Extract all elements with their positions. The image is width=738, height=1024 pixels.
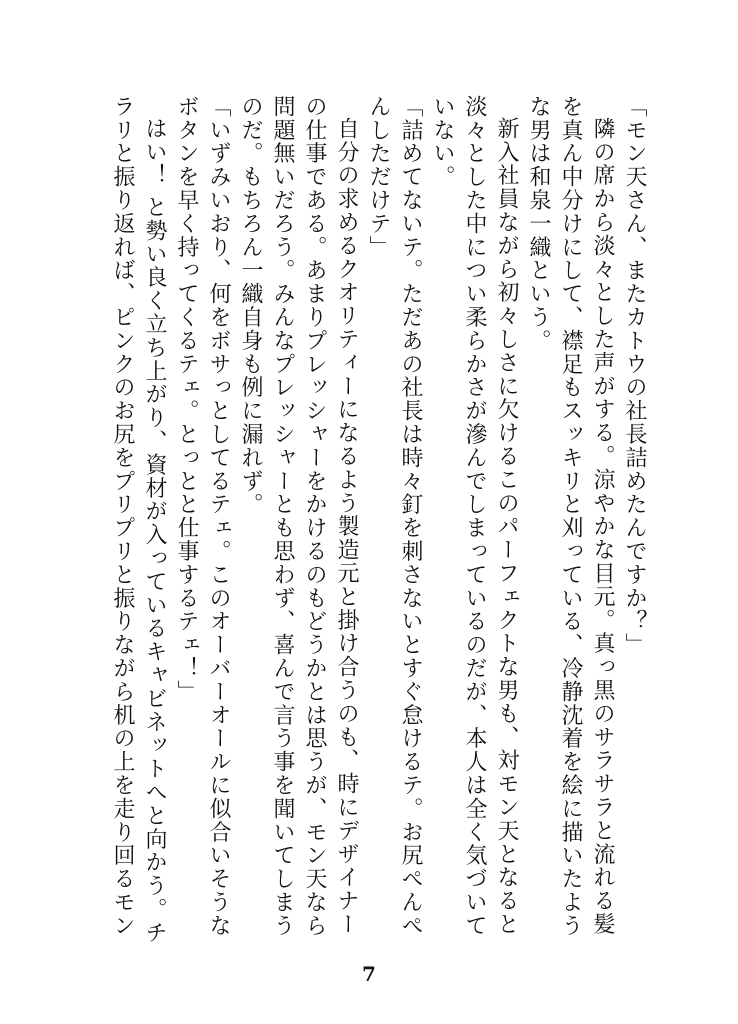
paragraph-5: 自分の求めるクオリティーになるよう製造元と掛け合うのも、時にデザイナーの仕事である。あまりプレッシャーをかけるのもどうかとは思うが、モン天なら問題無いだろう。みんなプレッシャーとも思わず、喜んで言う事を聞いてしまうのだ。もちろん一織自身も例に漏れず。 bbox=[238, 95, 359, 938]
page-number: 7 bbox=[362, 962, 376, 986]
paragraph-1: 「モン天さん、またカトウの社長詰めたんですか？」 bbox=[622, 95, 647, 657]
paragraph-3: 新入社員ながら初々しさに欠けるこのパーフェクトな男も、対モン天となると淡々とした中につい柔らかさが滲んでしまっているのだが、本人は全く気づいていない。 bbox=[430, 95, 519, 938]
paragraph-7: はい！ と勢い良く立ち上がり、資材が入っているキャビネットへと向かう。チラリと振り返れば、ピンクのお尻をプリプリと振りながら机の上を走り回るモン bbox=[110, 95, 167, 945]
paragraph-2: 隣の席から淡々とした声がする。涼やかな目元。真っ黒のサラサラと流れる髪を真ん中分けにして、襟足もスッキリと刈っている、冷静沈着を絵に描いたような男は和泉一織という。 bbox=[526, 95, 615, 938]
paragraph-6: 「いずみいおり、何をボサっとしてるテェ。このオーバーオールに似合いそうなボタンを早く持ってくるテェ。とっとと仕事するテェ！」 bbox=[174, 95, 231, 938]
paragraph-4: 「詰めてないテ。ただあの社長は時々釘を刺さないとすぐ怠けるテ。お尻ぺんぺんしただけテ」 bbox=[366, 95, 423, 938]
vertical-text-body bbox=[95, 95, 650, 950]
